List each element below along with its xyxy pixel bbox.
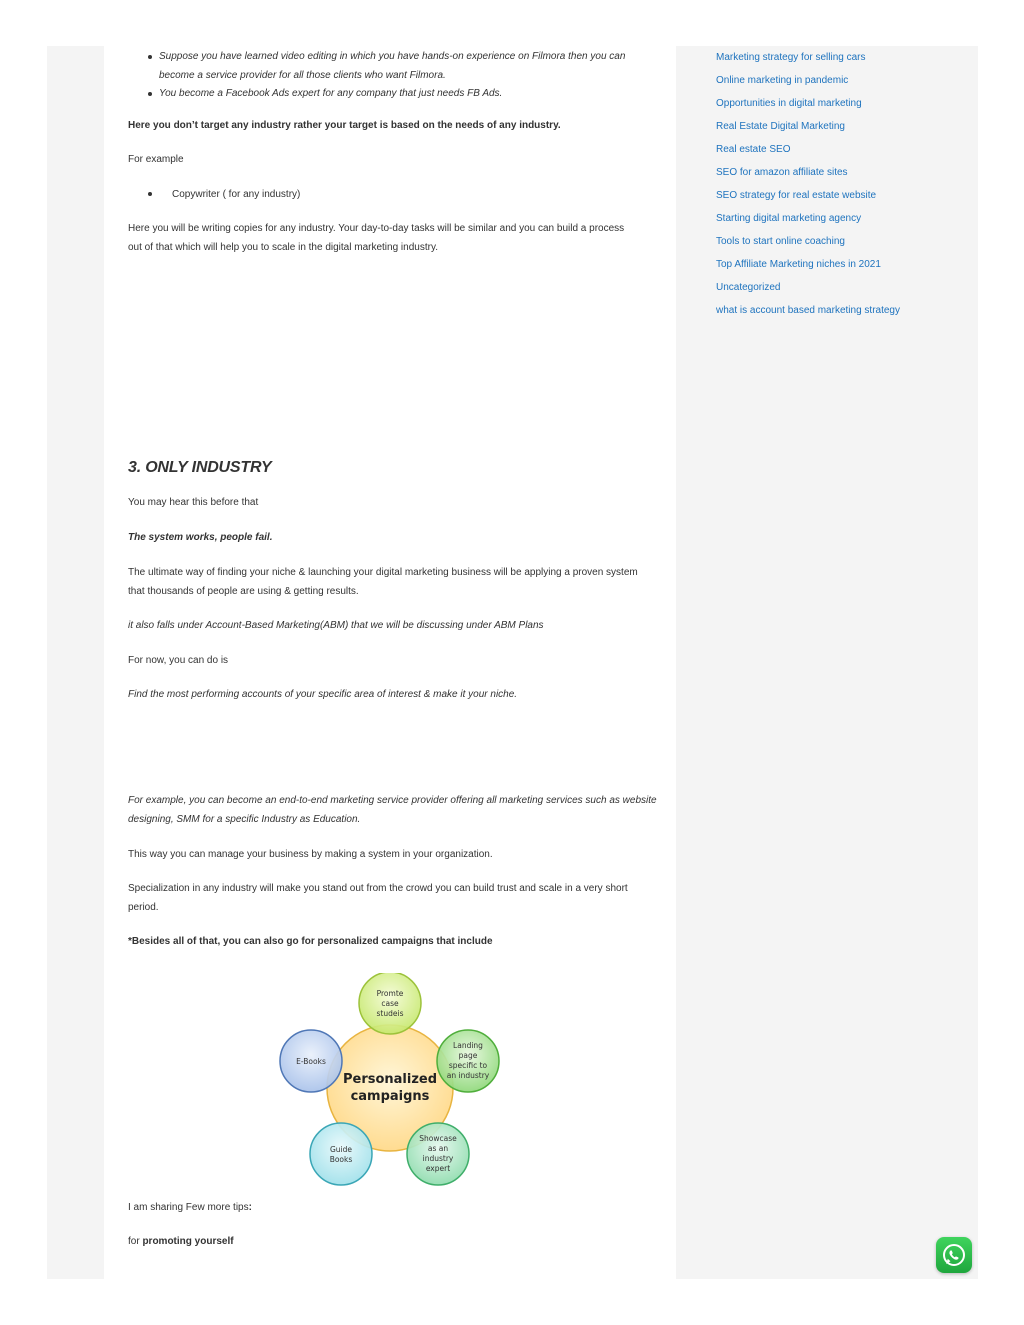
right-label-4: an industry	[446, 1071, 490, 1080]
example-paragraph: For example, you can become an end-to-end marketing service provider offering all marketing services such as website designing, SMM for a specific Industry as Education.	[128, 795, 657, 825]
sidebar-link-affiliate-niches[interactable]: Top Affiliate Marketing niches in 2021	[716, 259, 881, 270]
center-label-2: campaigns	[350, 1089, 430, 1104]
copies-paragraph: Here you will be writing copies for any industry. Your day-to-day tasks will be similar and you can build a process out of that which will help you to scale in the digital marketing industry.	[128, 223, 625, 253]
copywriter-item: Copywriter ( for any industry)	[148, 186, 678, 205]
sidebar-link-real-estate-seo[interactable]: Real estate SEO	[716, 144, 791, 155]
sidebar-link-amazon-affiliate[interactable]: SEO for amazon affiliate sites	[716, 167, 848, 178]
sidebar-categories	[716, 46, 956, 322]
bullet-list	[128, 48, 679, 104]
specialization-paragraph: Specialization in any industry will make you stand out from the crowd you can build trust and scale in a very short period.	[128, 883, 628, 913]
bottom-left-label-2: Books	[329, 1155, 353, 1164]
sidebar-link-selling-cars[interactable]: Marketing strategy for selling cars	[716, 52, 866, 63]
sidebar-link-online-coaching[interactable]: Tools to start online coaching	[716, 236, 845, 247]
top-label-2: case	[381, 999, 399, 1008]
top-label-3: studeis	[376, 1009, 404, 1018]
besides-text: *Besides all of that, you can also go for personalized campaigns that include	[128, 936, 493, 947]
sidebar-link-opportunities[interactable]: Opportunities in digital marketing	[716, 98, 862, 109]
whatsapp-button[interactable]	[936, 1237, 972, 1273]
top-label-1: Promte	[376, 989, 404, 998]
personalized-campaigns-diagram	[278, 973, 504, 1189]
list-item: Suppose you have learned video editing in which you have hands-on experience on Filmora then you can become a service provider for all those clients who want Filmora.	[159, 48, 679, 85]
sidebar-link-starting-agency[interactable]: Starting digital marketing agency	[716, 213, 862, 224]
sharing-text: I am sharing Few more tips:	[128, 1202, 252, 1213]
sidebar-link-abm-strategy[interactable]: what is account based marketing strategy	[716, 305, 900, 316]
left-label-1: E-Books	[296, 1057, 326, 1066]
for-now-text: For now, you can do is	[128, 655, 229, 666]
whatsapp-icon	[941, 1242, 967, 1268]
promoting-text: for promoting yourself	[128, 1236, 234, 1247]
node-bottom-left	[310, 1123, 372, 1185]
sidebar-link-real-estate-dm[interactable]: Real Estate Digital Marketing	[716, 121, 845, 132]
sidebar-link-uncategorized[interactable]: Uncategorized	[716, 282, 781, 293]
ultimate-paragraph: The ultimate way of finding your niche & launching your digital marketing business will be applying a proven system that thousands of people are using & getting results.	[128, 567, 638, 597]
bottom-right-label-2: as an	[427, 1144, 449, 1153]
bottom-right-label-4: expert	[425, 1164, 451, 1173]
list-item: You become a Facebook Ads expert for any company that just needs FB Ads.	[159, 85, 679, 104]
for-example-text: For example	[128, 154, 184, 165]
sidebar-link-seo-real-estate-website[interactable]: SEO strategy for real estate website	[716, 190, 877, 201]
center-label-1: Personalized	[342, 1072, 438, 1087]
industry-needs-text: Here you don’t target any industry rather your target is based on the needs of any industry.	[128, 120, 561, 131]
bullet-dot	[148, 192, 152, 196]
right-label-2: page	[458, 1051, 478, 1060]
bottom-right-label-1: Showcase	[419, 1134, 457, 1143]
section-heading: 3. ONLY INDUSTRY	[128, 459, 272, 476]
find-accounts-text: Find the most performing accounts of your specific area of interest & make it your niche.	[128, 689, 518, 700]
bottom-left-label-1: Guide	[329, 1145, 353, 1154]
manage-text: This way you can manage your business by making a system in your organization.	[128, 849, 493, 860]
hear-before-text: You may hear this before that	[128, 497, 259, 508]
right-label-1: Landing	[453, 1041, 483, 1050]
right-label-3: specific to	[448, 1061, 488, 1070]
sidebar-link-online-marketing-pandemic[interactable]: Online marketing in pandemic	[716, 75, 849, 86]
bottom-right-label-3: industry	[422, 1154, 454, 1163]
abm-text: it also falls under Account-Based Marketing(ABM) that we will be discussing under ABM Plans	[128, 620, 544, 631]
system-works-text: The system works, people fail.	[128, 532, 273, 543]
